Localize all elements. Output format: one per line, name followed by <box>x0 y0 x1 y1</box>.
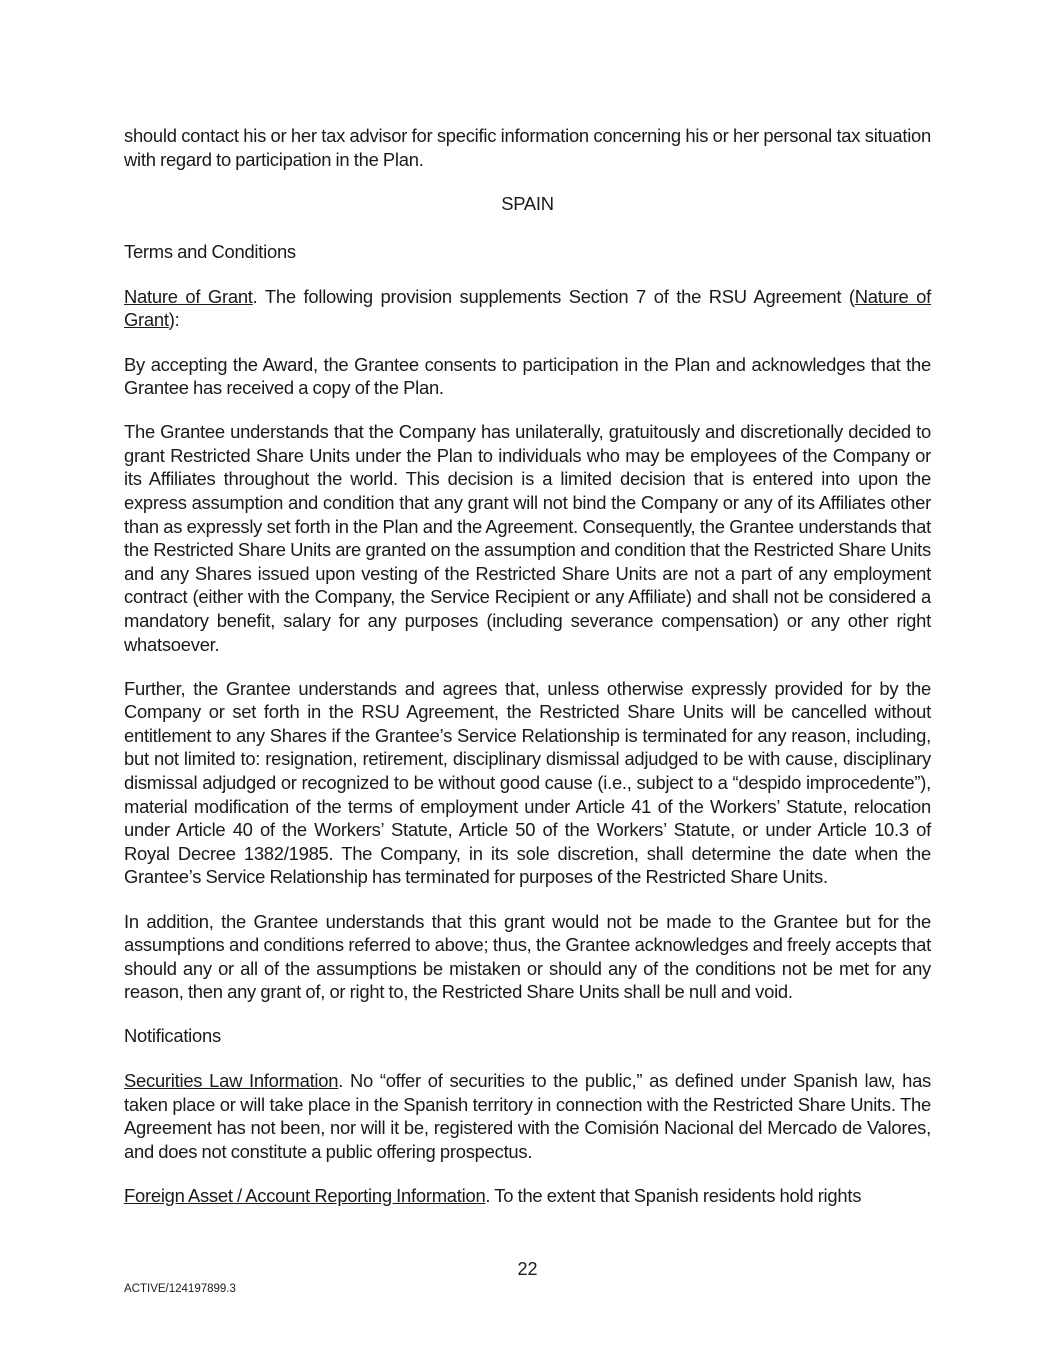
terms-heading: Terms and Conditions <box>124 241 296 263</box>
nature-of-grant-close: ): <box>168 309 180 331</box>
nature-of-grant-title: Nature of Grant <box>124 285 253 307</box>
nature-of-grant-ref: Nature of Grant <box>124 285 932 331</box>
securities-law-text: . No “offer of securities to the public,” as defined under Spanish law, has taken place or will take place in the Spanish territory in connection with the Restricted Share Units. The Agreement has not been, nor will it be, registered with the Comisión Nacional del Mercado de Valores, and does not constitute a public offering prospectus. <box>124 1070 931 1162</box>
document-id: ACTIVE/124197899.3 <box>124 1283 236 1295</box>
securities-law-title: Securities Law Information <box>124 1070 339 1091</box>
understands-paragraph: The Grantee understands that the Company has unilaterally, gratuitously and discretionally decided to grant Restricted Share Units under the Plan to individuals who may be employees of the Company or its Affiliates throughout the world. This decision is a limited decision that is entered into upon the express assumption and condition that any grant will not bind the Company or any of its Affiliates other than as expressly set forth in the Plan and the Agreement. Consequently, the Grantee understands that the Restricted Share Units are granted on the assumption and condition that the Restricted Share Units and any Shares issued upon vesting of the Restricted Share Units are not a part of any employment contract (either with the Company, the Service Recipient or any Affiliate) and shall not be considered a mandatory benefit, salary for any purposes (including severance compensation) or any other right whatsoever. <box>124 421 931 655</box>
foreign-asset-text: . To the extent that Spanish residents hold rights <box>485 1184 862 1206</box>
further-paragraph: Further, the Grantee understands and agrees that, unless otherwise expressly provided for by the Company or set forth in the RSU Agreement, the Restricted Share Units will be cancelled without entitlement to any Shares if the Grantee’s Service Relationship is terminated for any reason, including, but not limited to: resignation, retirement, disciplinary dismissal adjudged to be with cause, disciplinary dismissal adjudged or recognized to be without good cause (i.e., subject to a “despido improcedente”), material modification of the terms of employment under Article 41 of the Workers’ Statute, relocation under Article 40 of the Workers’ Statute, Article 50 of the Workers’ Statute, or under Article 10.3 of Royal Decree 1382/1985. The Company, in its sole discretion, shall determine the date when the Grantee’s Service Relationship has terminated for purposes of the Restricted Share Units. <box>124 677 931 888</box>
nature-of-grant-text: . The following provision supplements Section 7 of the RSU Agreement ( <box>252 285 855 307</box>
securities-law-paragraph <box>124 1069 931 1163</box>
page-number: 22 <box>517 1259 538 1279</box>
country-heading: SPAIN <box>501 192 554 214</box>
acceptance-paragraph: By accepting the Award, the Grantee consents to participation in the Plan and acknowledges that the Grantee has received a copy of the Plan. <box>124 353 931 399</box>
notifications-heading: Notifications <box>124 1025 221 1047</box>
nature-of-grant-paragraph <box>124 285 931 332</box>
document-body <box>124 124 931 1228</box>
intro-paragraph: should contact his or her tax advisor for specific information concerning his or her personal tax situation with regard to participation in the Plan. <box>124 125 931 170</box>
addition-paragraph: In addition, the Grantee understands that this grant would not be made to the Grantee but for the assumptions and conditions referred to above; thus, the Grantee acknowledges and freely accepts that should any or all of the assumptions be mistaken or should any of the conditions not be met for any reason, then any grant of, or right to, the Restricted Share Units shall be null and void. <box>124 910 931 1003</box>
foreign-asset-paragraph <box>124 1184 931 1208</box>
foreign-asset-title: Foreign Asset / Account Reporting Information <box>124 1184 486 1206</box>
